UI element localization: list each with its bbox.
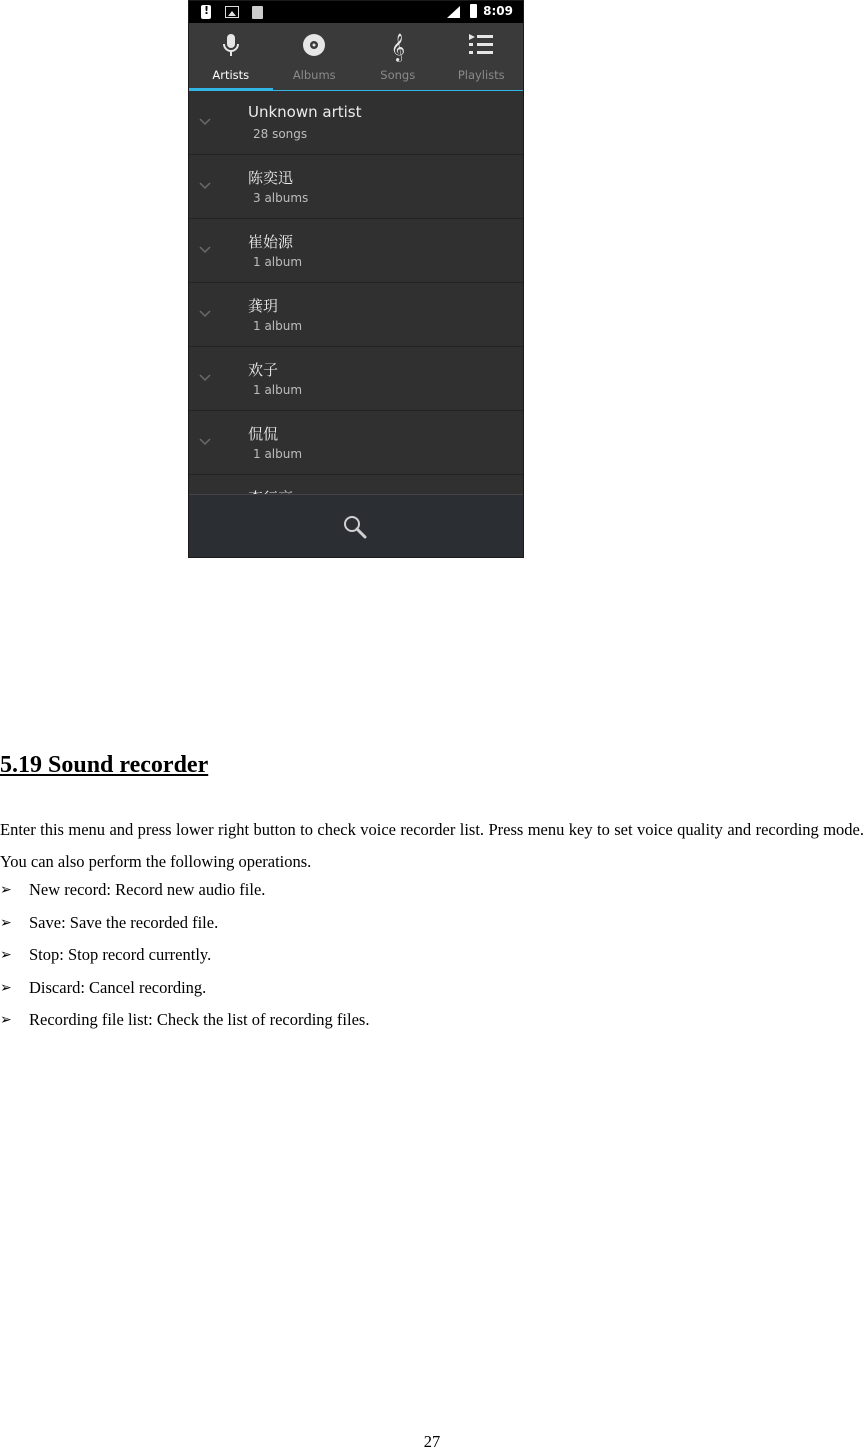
arrow-bullet-icon: ➢ bbox=[0, 1012, 12, 1029]
artist-row[interactable] bbox=[189, 91, 523, 155]
list-item-text: Discard: Cancel recording. bbox=[29, 977, 207, 997]
artist-row[interactable] bbox=[189, 347, 523, 411]
battery-icon bbox=[470, 4, 477, 18]
arrow-bullet-icon: ➢ bbox=[0, 947, 12, 964]
chevron-down-icon[interactable] bbox=[199, 435, 211, 447]
artist-row[interactable] bbox=[189, 411, 523, 475]
treble-clef-icon bbox=[384, 31, 412, 59]
svg-text:𝄞: 𝄞 bbox=[390, 33, 405, 61]
list-item bbox=[0, 972, 369, 1005]
list-item-text: Stop: Stop record currently. bbox=[29, 945, 212, 965]
signal-icon bbox=[447, 6, 460, 18]
chevron-down-icon[interactable] bbox=[199, 243, 211, 255]
list-item-text: Recording file list: Check the list of recording files. bbox=[29, 1010, 370, 1030]
sd-card-icon bbox=[252, 6, 263, 19]
artist-count: 28 songs bbox=[253, 127, 308, 141]
artist-name: 欢子 bbox=[248, 361, 279, 379]
artist-list bbox=[189, 91, 523, 495]
chevron-down-icon[interactable] bbox=[199, 179, 211, 191]
music-app-screenshot bbox=[188, 0, 524, 558]
arrow-bullet-icon: ➢ bbox=[0, 914, 12, 931]
artist-count: 3 albums bbox=[253, 191, 309, 205]
list-item bbox=[0, 939, 369, 972]
tab-albums[interactable] bbox=[273, 23, 357, 91]
page-number: 27 bbox=[423, 1432, 441, 1451]
list-item-text: Save: Save the recorded file. bbox=[29, 912, 219, 932]
tab-label: Artists bbox=[212, 68, 250, 82]
tab-label: Playlists bbox=[457, 68, 505, 82]
alert-notification-icon bbox=[201, 5, 211, 19]
list-item bbox=[0, 907, 369, 940]
artist-name: 龚玥 bbox=[248, 297, 279, 315]
list-item-text: New record: Record new audio file. bbox=[29, 880, 266, 899]
section-paragraph: Enter this menu and press lower right button to check voice recorder list. Press menu key to set voice quality and recording mode. You can also perform the following operations. bbox=[0, 820, 864, 871]
tab-label: Songs bbox=[380, 68, 416, 82]
image-notification-icon bbox=[225, 6, 239, 18]
chevron-down-icon[interactable] bbox=[199, 115, 211, 127]
tab-artists[interactable] bbox=[189, 23, 273, 91]
artist-name: 崔始源 bbox=[248, 233, 294, 251]
artist-count: 1 album bbox=[253, 319, 303, 333]
artist-row[interactable] bbox=[189, 219, 523, 283]
list-item bbox=[0, 1004, 369, 1037]
tab-label: Albums bbox=[292, 68, 336, 82]
artist-row[interactable] bbox=[189, 155, 523, 219]
microphone-icon bbox=[217, 31, 245, 59]
tab-songs[interactable] bbox=[356, 23, 440, 91]
section-heading: 5.19 Sound recorder bbox=[0, 752, 209, 778]
search-icon[interactable] bbox=[341, 513, 369, 541]
arrow-bullet-icon: ➢ bbox=[0, 979, 12, 996]
bottom-action-bar bbox=[189, 494, 523, 557]
arrow-bullet-icon: ➢ bbox=[0, 882, 12, 898]
artist-name: Unknown artist bbox=[248, 103, 362, 121]
artist-count: 1 album bbox=[253, 255, 303, 269]
artist-name: 侃侃 bbox=[248, 425, 279, 443]
chevron-down-icon[interactable] bbox=[199, 307, 211, 319]
playlist-icon bbox=[467, 31, 495, 59]
status-bar bbox=[189, 1, 523, 23]
artist-count: 1 album bbox=[253, 447, 303, 461]
chevron-down-icon[interactable] bbox=[199, 371, 211, 383]
artist-name: 陈奕迅 bbox=[248, 169, 294, 187]
artist-row[interactable] bbox=[189, 283, 523, 347]
list-item bbox=[0, 874, 369, 907]
operations-list bbox=[0, 874, 369, 1037]
tab-playlists[interactable] bbox=[440, 23, 524, 91]
status-time: 8:09 bbox=[483, 4, 513, 18]
artist-count: 1 album bbox=[253, 383, 303, 397]
disc-icon bbox=[300, 31, 328, 59]
tab-bar bbox=[189, 23, 523, 91]
